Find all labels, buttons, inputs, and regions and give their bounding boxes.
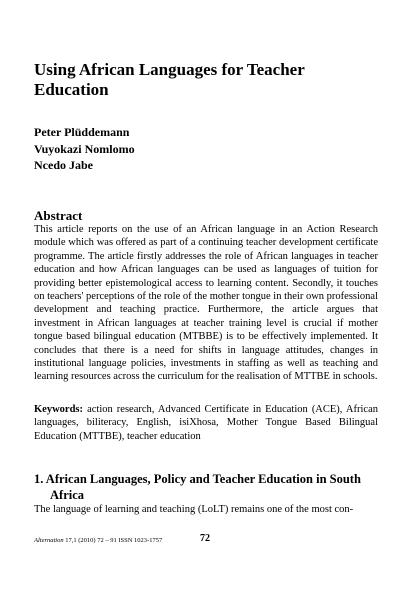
author-name: Ncedo Jabe [34, 158, 93, 172]
abstract-heading: Abstract [34, 208, 83, 223]
page-footer [34, 533, 378, 546]
author-name: Peter Plüddemann [34, 125, 130, 139]
author-list [34, 124, 135, 174]
journal-citation: 17,1 (2010) 72 – 91 ISSN 1023-1757 [65, 537, 163, 544]
page-number: 72 [200, 533, 210, 544]
journal-name: Alternation [34, 537, 64, 544]
keywords-paragraph [34, 403, 378, 443]
author-name: Vuyokazi Nomlomo [34, 141, 135, 156]
section-heading: 1. African Languages, Policy and Teacher Education in South Africa [34, 472, 361, 502]
section-first-line: The language of learning and teaching (LoLT) remains one of the most con- [34, 504, 354, 515]
keywords-text: action research, Advanced Certificate in Education (ACE), African languages, biliteracy, English, isiXhosa, Mother Tongue Based Bilingual Education (MTTBE), teacher education [34, 404, 378, 442]
abstract-text: This article reports on the use of an African language in an Action Research module which was offered as part of a continuing teacher development certificate programme. The article firstly addresses the role of African languages in teacher education and how African languages can be used as languages of tuition for providing better epistemological access to learning content. Secondly, it touches on teachers' perceptions of the role of the mother tongue in their own professional development and teaching practice. Furthermore, the article argues that investment in African languages at teacher training level is crucial if mother tongue based bilingual education (MTBBE) is to be effectively implemented. It concludes that there is a need for shifts in language attitudes, changes in institutional language policies, investments in staffing as well as teaching and learning resources across the curriculum for the realisation of MTTBE in schools. [34, 224, 378, 383]
keywords-label: Keywords: [34, 404, 83, 415]
article-title: Using African Languages for Teacher Education [34, 60, 305, 99]
